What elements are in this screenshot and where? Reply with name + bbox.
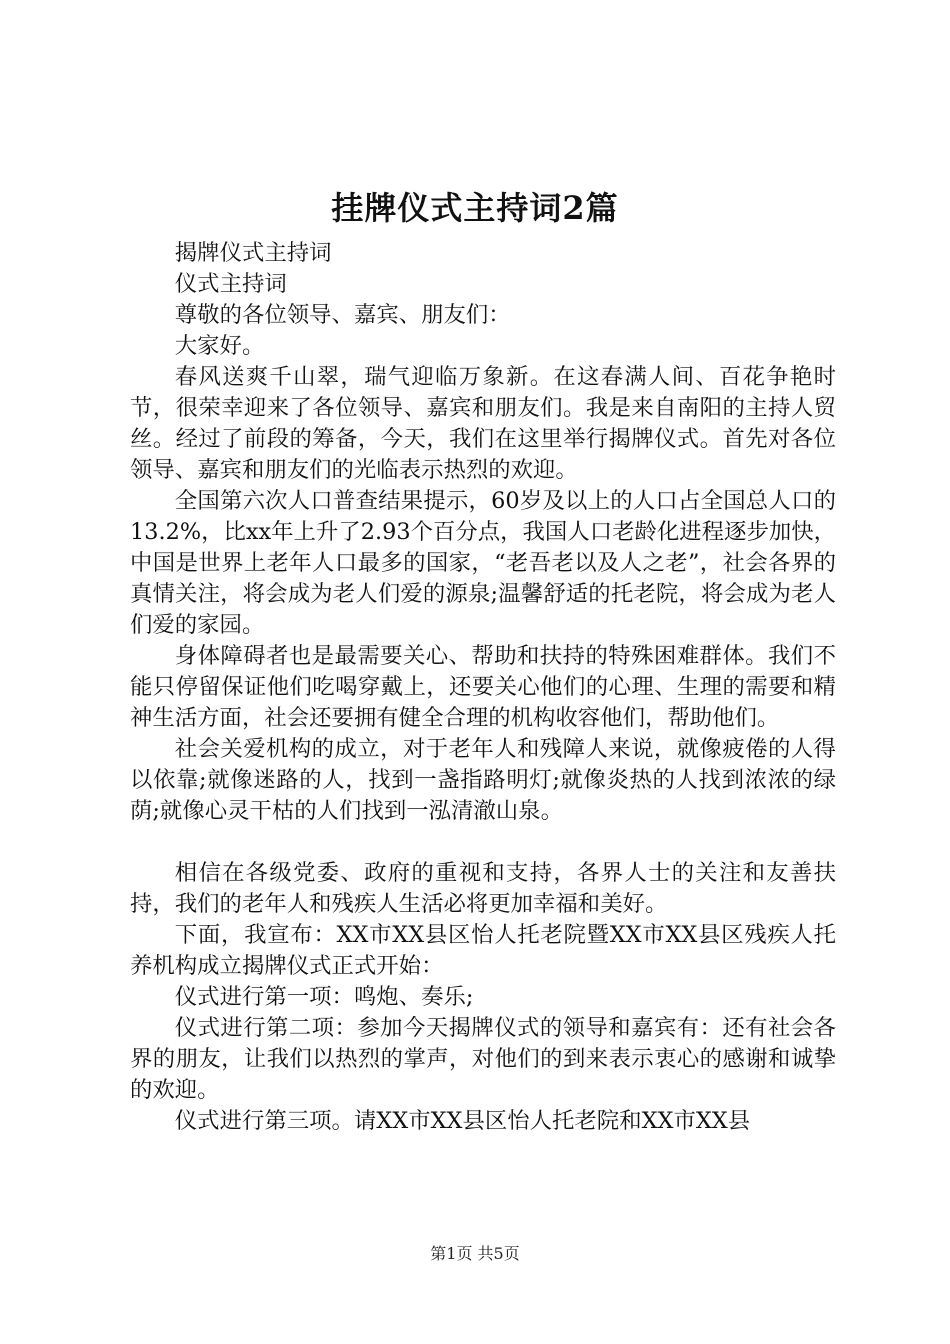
paragraph: 大家好。 bbox=[174, 333, 265, 359]
paragraph: 身体障碍者也是最需要关心、帮助和扶持的特殊困难群体。我们不能只停留保证他们吃喝穿戴上，还要关心他们的心理、生理的需要和精神生活方面，社会还要拥有健全合理的机构收容他们，帮助他们。 bbox=[130, 643, 836, 731]
document-title: 挂牌仪式主持词2篇 bbox=[331, 189, 619, 227]
paragraph: 仪式主持词 bbox=[174, 271, 287, 297]
paragraph: 社会关爱机构的成立，对于老年人和残障人来说，就像疲倦的人得以依靠;就像迷路的人，找到一盏指路明灯;就像炎热的人找到浓浓的绿荫;就像心灵干枯的人们找到一泓清澈山泉。 bbox=[130, 736, 836, 824]
paragraph: 揭牌仪式主持词 bbox=[174, 240, 332, 266]
paragraph: 春风送爽千山翠，瑞气迎临万象新。在这春满人间、百花争艳时节，很荣幸迎来了各位领导、嘉宾和朋友们。我是来自南阳的主持人贸丝。经过了前段的筹备，今天，我们在这里举行揭牌仪式。首先对各位领导、嘉宾和朋友们的光临表示热烈的欢迎。 bbox=[130, 364, 836, 483]
paragraph: 全国第六次人口普查结果提示，60岁及以上的人口占全国总人口的13.2%，比xx年上升了2.93个百分点，我国人口老龄化进程逐步加快，中国是世界上老年人口最多的国家，“老吾老以及人之老”，社会各界的真情关注，将会成为老人们爱的源泉;温馨舒适的托老院，将会成为老人们爱的家园。 bbox=[130, 488, 837, 638]
paragraph: 相信在各级党委、政府的重视和支持，各界人士的关注和友善扶持，我们的老年人和残疾人生活必将更加幸福和美好。 bbox=[130, 860, 836, 917]
paragraph: 下面，我宣布：XX市XX县区怡人托老院暨XX市XX县区残疾人托养机构成立揭牌仪式正式开始： bbox=[130, 922, 836, 979]
document-body bbox=[130, 238, 836, 1137]
paragraph: 尊敬的各位领导、嘉宾、朋友们： bbox=[174, 302, 511, 328]
paragraph: 仪式进行第一项：鸣炮、奏乐; bbox=[174, 984, 474, 1010]
paragraph: 仪式进行第三项。请XX市XX县区怡人托老院和XX市XX县 bbox=[174, 1108, 751, 1134]
paragraph: 仪式进行第二项：参加今天揭牌仪式的领导和嘉宾有：还有社会各界的朋友，让我们以热烈的掌声，对他们的到来表示衷心的感谢和诚挚的欢迎。 bbox=[130, 1015, 836, 1103]
page-footer: 第1页 共5页 bbox=[430, 1244, 520, 1263]
